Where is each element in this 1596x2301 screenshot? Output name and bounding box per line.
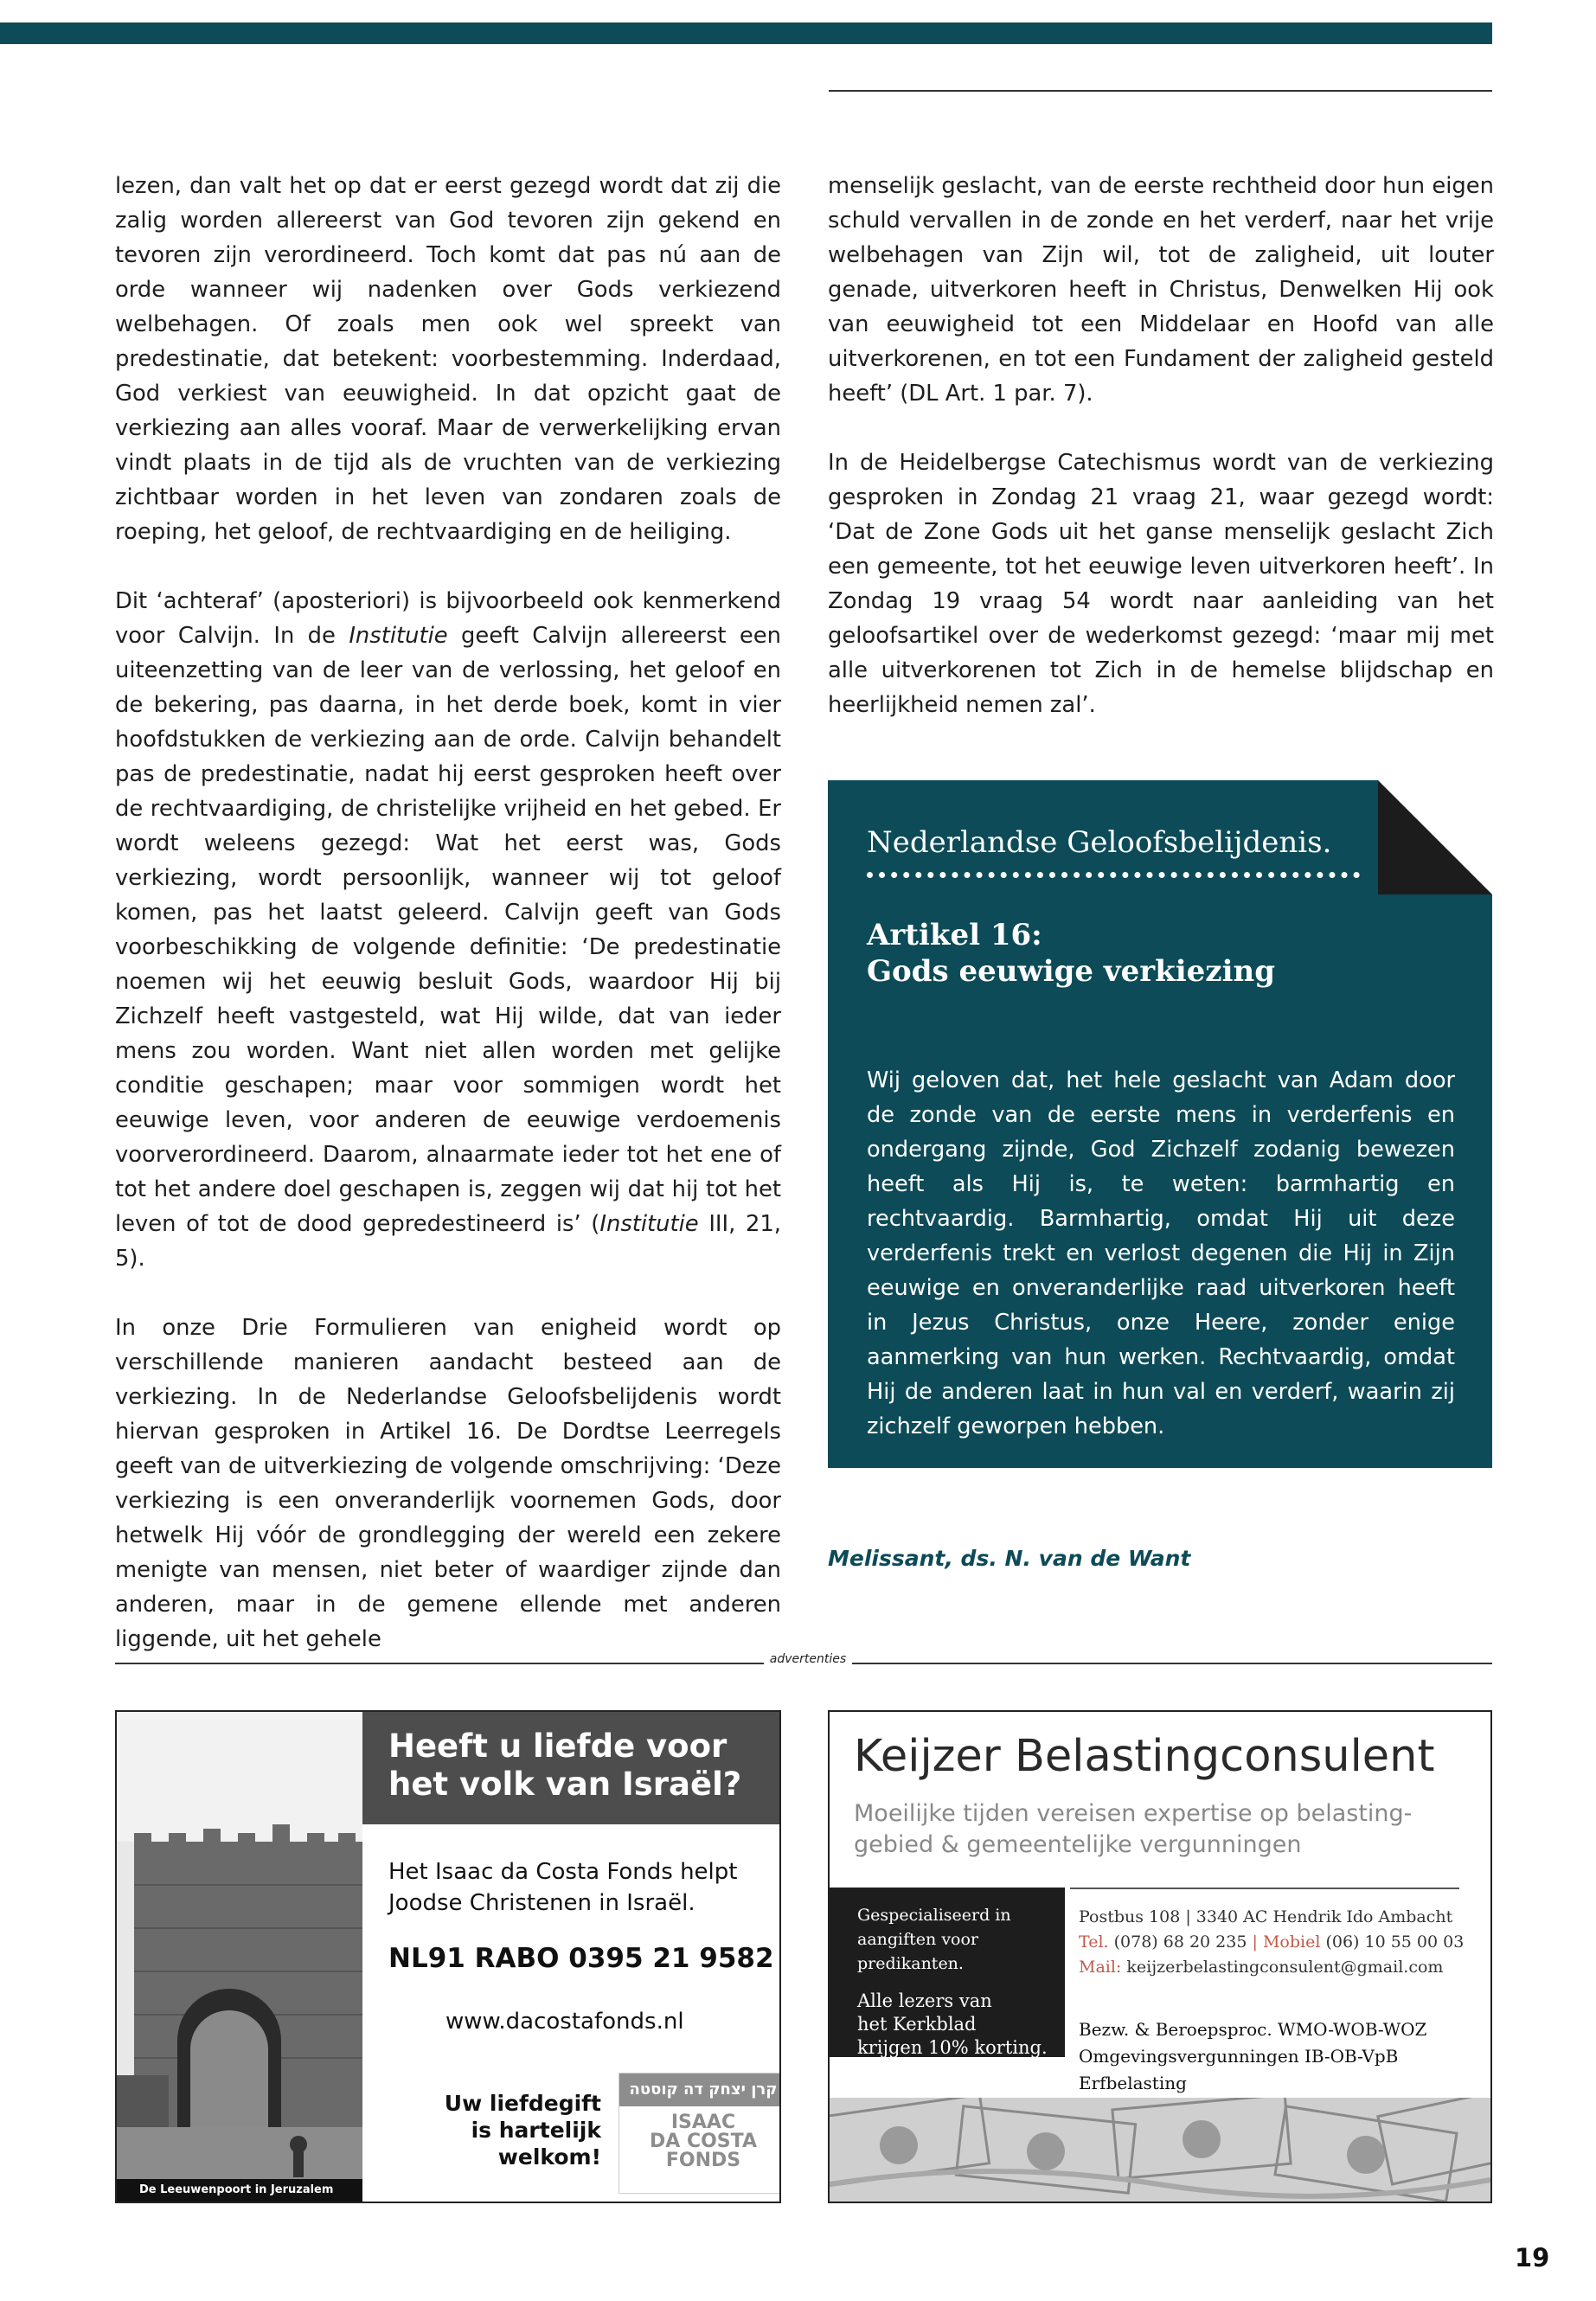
article-title: Gods eeuwige verkiezing	[867, 954, 1275, 989]
article-left-column	[115, 169, 781, 1657]
description-line: Het Isaac da Costa Fonds helpt	[388, 1859, 738, 1885]
ads-label: advertenties	[769, 1652, 847, 1666]
phone-separator: |	[1252, 1932, 1258, 1952]
banknotes-illustration	[830, 2098, 1490, 2202]
city-gate-illustration	[117, 1712, 362, 2202]
ad1-description	[388, 1856, 737, 1919]
welcome-line: welkom!	[497, 2144, 601, 2170]
promo-line: predikanten.	[857, 1954, 964, 1973]
logo-name-line: FONDS	[665, 2150, 741, 2171]
mobile-label: Mobiel	[1262, 1932, 1321, 1952]
service-line: Erfbelasting	[1079, 2073, 1187, 2093]
ads-rule-right	[852, 1663, 1492, 1664]
book-title: Institutie	[349, 623, 448, 649]
page-corner-fold-icon	[1378, 780, 1492, 894]
headline-line: het volk van Israël?	[388, 1766, 742, 1803]
service-line: Bezw. & Beroepsproc. WMO-WOB-WOZ	[1079, 2019, 1427, 2040]
mail-address[interactable]: keijzerbelastingconsulent@gmail.com	[1126, 1958, 1444, 1977]
address: Postbus 108 | 3340 AC Hendrik Ido Ambacht	[1079, 1907, 1453, 1926]
subtitle-line: gebied & gemeentelijke vergunningen	[854, 1831, 1302, 1858]
welcome-line: Uw liefdegift	[444, 2091, 601, 2116]
phone-line	[1079, 1930, 1464, 1955]
ad2-title: Keijzer Belastingconsulent	[854, 1731, 1435, 1782]
logo-name-line: DA COSTA	[650, 2131, 757, 2152]
mail-line	[1079, 1955, 1464, 1980]
logo-hebrew: קרן יצחק דה קוסטה	[619, 2073, 781, 2106]
mail-label: Mail:	[1079, 1958, 1122, 1977]
ad-da-costa-fonds	[115, 1710, 781, 2203]
author-signature: Melissant, ds. N. van de Want	[828, 1546, 1191, 1571]
book-title: Institutie	[599, 1211, 699, 1237]
ad1-headline	[362, 1712, 779, 1824]
header-color-bar	[0, 22, 1492, 44]
ad2-promo-panel	[830, 1888, 1065, 2057]
promo-specialisation	[857, 1903, 1065, 1976]
photo-caption: De Leeuwenpoort in Jeruzalem	[117, 2179, 362, 2202]
box-title: Nederlandse Geloofsbelijdenis.	[867, 825, 1332, 860]
description-line: Joodse Christenen in Israël.	[388, 1890, 695, 1916]
service-line: Omgevingsvergunningen IB-OB-VpB	[1079, 2046, 1399, 2067]
article-right-column	[828, 169, 1494, 722]
promo-line: Gespecialiseerd in	[857, 1906, 1011, 1925]
mobile-number[interactable]: (06) 10 55 00 03	[1325, 1932, 1465, 1952]
ad-keijzer-belastingconsulent	[828, 1710, 1492, 2203]
ad2-rule	[1070, 1888, 1459, 1889]
paragraph: lezen, dan valt het op dat er eerst gezegd wordt dat zij die zalig worden allereerst van God tevoren zijn gekend en tevoren zijn verordineerd. Toch komt dat pas nú aan de orde wanneer wij nadenken over Gods verkiezend welbehagen. Of zoals men ook wel spreekt van predestinatie, dat betekent: voorbestemming. Inderdaad, God verkiest van eeuwigheid. In dat opzicht gaat de verkiezing aan alles vooraf. Maar de verwerkelijking ervan vindt plaats in de tijd als de vruchten van de verkiezing zichtbaar worden in het leven van zondaren zoals de roeping, het geloof, de rechtvaardiging en de heiliging.	[115, 173, 781, 545]
tel-number[interactable]: (078) 68 20 235	[1113, 1932, 1247, 1952]
promo-line: Alle lezers van	[857, 1990, 992, 2011]
money-banknotes-photo-icon	[830, 2098, 1490, 2202]
header-rule	[829, 90, 1492, 92]
welcome-line: is hartelijk	[471, 2118, 601, 2143]
dotted-divider-icon	[867, 872, 1360, 878]
article-body: Wij geloven dat, het hele geslacht van Adam door de zonde van de eerste mens in verderfenis en ondergang zijnde, God Zichzelf zodanig bewezen heeft als Hij is, te weten: barmhartig en rechtvaardig. Barmhartig, omdat Hij uit deze verderfenis trekt en verlost degenen die Hij in Zijn eeuwige en onveranderlijke raad uitverkoren heeft in Jezus Christus, onze Heere, zonder enige aanmerking van hun werken. Rechtvaardig, omdat Hij de anderen laat in hun val en verderf, waarin zij zichzelf geworpen hebben.	[867, 1067, 1455, 1439]
ad2-services	[1079, 2016, 1426, 2097]
city-gate-photo-icon	[117, 1712, 362, 2202]
paragraph: In onze Drie Formulieren van enigheid wordt op verschillende manieren aandacht besteed aan de verkiezing. In de Nederlandse Geloofsbelijdenis wordt hiervan gesproken in Artikel 16. De Dordtse Leerregels geeft van de uitverkiezing de volgende omschrijving: ‘Deze verkiezing is een onveranderlijk voornemen Gods, door hetwelk Hij vóór de grondlegging der wereld een zekere menigte van mensen, niet beter of waardiger zijnde dan anderen, maar in de gemene ellende met anderen liggende, uit het gehele	[115, 1315, 781, 1652]
iban-number: NL91 RABO 0395 21 9582	[388, 1943, 774, 1974]
da-costa-logo	[619, 2073, 781, 2194]
subtitle-line: Moeilijke tijden vereisen expertise op belasting-	[854, 1800, 1413, 1827]
confession-box	[828, 780, 1492, 1468]
promo-line: het Kerkblad	[857, 2014, 977, 2035]
promo-line: aangiften voor	[857, 1930, 979, 1949]
ads-rule-left	[115, 1663, 764, 1664]
promo-discount	[857, 1990, 1065, 2060]
logo-name-line: ISAAC	[670, 2112, 736, 2133]
logo-name	[619, 2113, 781, 2170]
ad2-subtitle	[854, 1798, 1412, 1861]
article-number: Artikel 16:	[867, 918, 1042, 952]
website-link[interactable]: www.dacostafonds.nl	[445, 2009, 684, 2035]
ad2-contact	[1079, 1905, 1464, 1980]
ad1-welcome-text	[402, 2090, 601, 2170]
tel-label: Tel.	[1079, 1932, 1109, 1952]
headline-line: Heeft u liefde voor	[388, 1727, 727, 1765]
paragraph: Dit ‘achteraf’ (aposteriori) is bijvoorbeeld ook kenmerkend voor Calvijn. In de Institutie geeft Calvijn allereerst een uiteenzetting van de leer van de verlossing, het geloof en de bekering, pas daarna, in het derde boek, komt in vier hoofdstukken de verkiezing aan de orde. Calvijn behandelt pas de predestinatie, nadat hij eerst gesproken heeft over de rechtvaardiging, de christelijke vrijheid en het gebed. Er wordt weleens gezegd: Wat het eerst was, Gods verkiezing, wordt persoonlijk, wanneer wij tot geloof komen, pas het laatst geleerd. Calvijn geeft van Gods voorbeschikking de volgende definitie: ‘De predestinatie noemen wij het eeuwig besluit Gods, waardoor Hij bij Zichzelf heeft vastgesteld, wat Hij wilde, dat van ieder mens zou worden. Want niet allen worden met gelijke conditie geschapen; maar voor sommigen wordt het eeuwige leven, voor anderen de eeuwige verdoemenis voorverordineerd. Daarom, alnaarmate ieder tot het ene of tot het andere doel geschapen is, zeggen wij dat hij tot het leven of tot de dood gepredestineerd is’ (Institutie III, 21, 5).	[115, 588, 781, 1272]
paragraph: In de Heidelbergse Catechismus wordt van de verkiezing gesproken in Zondag 21 vraag 21, waar gezegd wordt: ‘Dat de Zone Gods uit het ganse menselijk geslacht Zich een gemeente, tot het eeuwige leven uitverkoren heeft’. In Zondag 19 vraag 54 wordt naar aanleiding van het geloofsartikel over de wederkomst gezegd: ‘maar mij met alle uitverkorenen tot Zich in de hemelse blijdschap en heerlijkheid nemen zal’.	[828, 450, 1494, 718]
page-number: 19	[1515, 2243, 1550, 2272]
promo-line: krijgen 10% korting.	[857, 2037, 1048, 2058]
paragraph: menselijk geslacht, van de eerste rechtheid door hun eigen schuld vervallen in de zonde en het verderf, naar het vrije welbehagen van Zijn wil, tot de zaligheid, uit louter genade, uitverkoren heeft in Christus, Denwelken Hij ook van eeuwigheid tot een Middelaar en Hoofd van alle uitverkorenen, en tot een Fundament der zaligheid gesteld heeft’ (DL Art. 1 par. 7).	[828, 173, 1494, 407]
